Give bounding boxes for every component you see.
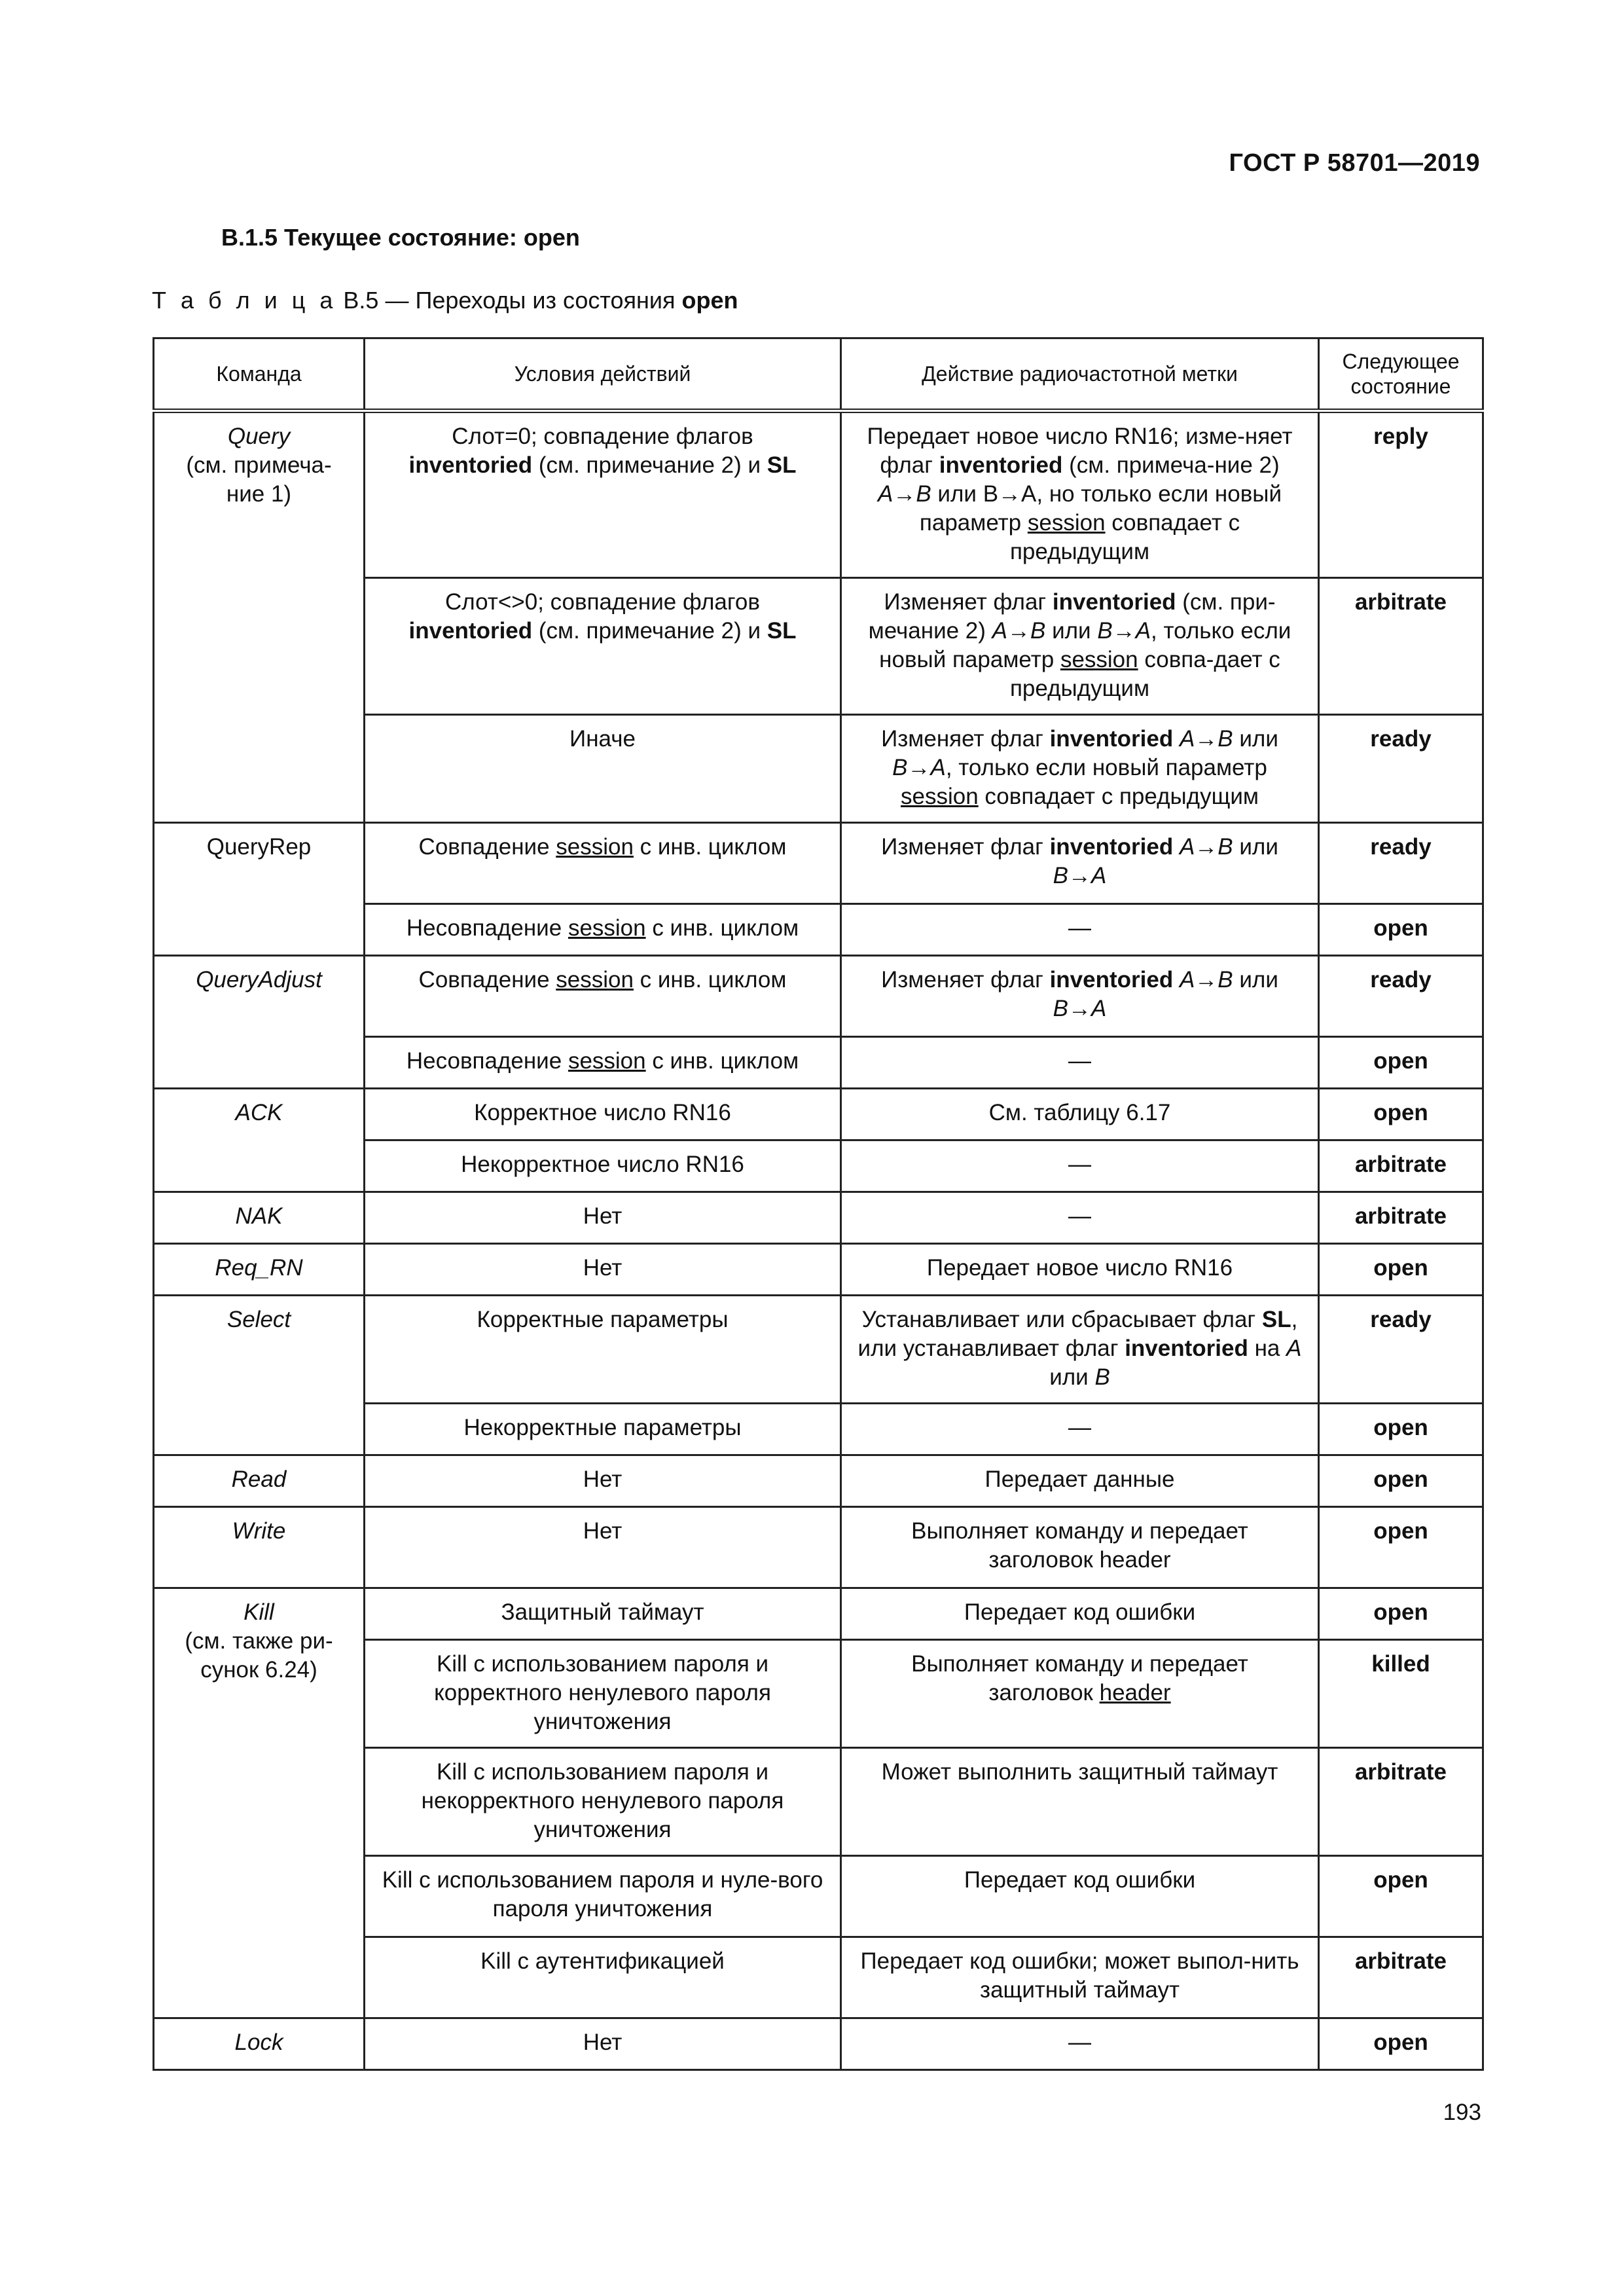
condition-cell: Несовпадение session с инв. циклом (365, 1037, 841, 1089)
col-header-conditions: Условия действий (365, 338, 841, 411)
table-row (154, 2018, 1483, 2070)
action-cell: Передает код ошибки; может выпол-нить защитный таймаут (841, 1937, 1319, 2018)
state-cell: killed (1319, 1640, 1483, 1748)
condition-cell: Kill с использованием пароля и некорректного ненулевого пароля уничтожения (365, 1748, 841, 1856)
cmd-kill (154, 1588, 365, 2018)
condition-cell: Корректное число RN16 (365, 1089, 841, 1140)
table-row (154, 411, 1483, 578)
table-header-row (154, 338, 1483, 411)
action-cell: — (841, 1192, 1319, 1244)
condition-cell: Слот=0; совпадение флагов inventoried (см. примечание 2) и SL (365, 411, 841, 578)
cmd-write: Write (154, 1507, 365, 1588)
condition-cell: Kill с аутентификацией (365, 1937, 841, 2018)
action-cell: См. таблицу 6.17 (841, 1089, 1319, 1140)
col-header-command: Команда (154, 338, 365, 411)
cmd-queryrep: QueryRep (154, 823, 365, 956)
cmd-nak: NAK (154, 1192, 365, 1244)
state-cell: ready (1319, 823, 1483, 904)
cmd-kill-name: Kill (244, 1599, 274, 1625)
state-cell: arbitrate (1319, 578, 1483, 715)
action-cell: Передает новое число RN16 (841, 1244, 1319, 1296)
state-cell: open (1319, 1856, 1483, 1937)
condition-cell: Нет (365, 1244, 841, 1296)
condition-cell: Нет (365, 1192, 841, 1244)
cmd-queryadjust: QueryAdjust (154, 956, 365, 1089)
col-header-action: Действие радиочастотной метки (841, 338, 1319, 411)
condition-cell: Некорректное число RN16 (365, 1140, 841, 1192)
action-cell: — (841, 1037, 1319, 1089)
action-cell: Выполняет команду и передает заголовок header (841, 1640, 1319, 1748)
cmd-kill-note: (см. также ри-сунок 6.24) (185, 1628, 333, 1683)
transitions-table (153, 337, 1484, 2071)
action-cell: Выполняет команду и передает заголовок header (841, 1507, 1319, 1588)
caption-prefix: Т а б л и ц а (152, 287, 337, 314)
page-number: 193 (1443, 2100, 1481, 2125)
cmd-ack: ACK (154, 1089, 365, 1192)
action-cell: — (841, 1404, 1319, 1455)
action-cell: Передает код ошибки (841, 1856, 1319, 1937)
condition-cell: Kill с использованием пароля и корректного ненулевого пароля уничтожения (365, 1640, 841, 1748)
state-cell: open (1319, 1244, 1483, 1296)
action-cell: Изменяет флаг inventoried A→B или B→A, только если новый параметр session совпадает с предыдущим (841, 715, 1319, 823)
condition-cell: Kill с использованием пароля и нуле-вого пароля уничтожения (365, 1856, 841, 1937)
condition-cell: Некорректные параметры (365, 1404, 841, 1455)
state-cell: open (1319, 1089, 1483, 1140)
state-cell: reply (1319, 411, 1483, 578)
state-cell: ready (1319, 715, 1483, 823)
cmd-lock: Lock (154, 2018, 365, 2070)
caption-number: В.5 (343, 287, 379, 314)
state-cell: arbitrate (1319, 1192, 1483, 1244)
cmd-query-name: Query (227, 424, 291, 449)
action-cell: Передает новое число RN16; изме-няет флаг inventoried (см. примеча-ние 2) A→B или B→A, но только если новый параметр session совпадает с предыдущим (841, 411, 1319, 578)
cmd-select: Select (154, 1296, 365, 1455)
action-cell: — (841, 2018, 1319, 2070)
col-header-next-state: Следующее состояние (1319, 338, 1483, 411)
condition-cell: Слот<>0; совпадение флагов inventoried (см. примечание 2) и SL (365, 578, 841, 715)
action-cell: Изменяет флаг inventoried (см. при-мечание 2) A→B или B→A, только если новый параметр session совпа-дает с предыдущим (841, 578, 1319, 715)
table-row (154, 1244, 1483, 1296)
action-cell: Передает код ошибки (841, 1588, 1319, 1640)
condition-cell: Совпадение session с инв. циклом (365, 956, 841, 1037)
action-cell: — (841, 904, 1319, 956)
state-cell: ready (1319, 1296, 1483, 1404)
condition-cell: Нет (365, 1507, 841, 1588)
action-cell: — (841, 1140, 1319, 1192)
state-cell: ready (1319, 956, 1483, 1037)
state-cell: open (1319, 1455, 1483, 1507)
table-row (154, 1507, 1483, 1588)
caption-text: — Переходы из состояния (378, 287, 682, 314)
action-cell: Изменяет флаг inventoried A→B или B→A (841, 956, 1319, 1037)
state-cell: arbitrate (1319, 1140, 1483, 1192)
table-row (154, 1089, 1483, 1140)
action-cell: Может выполнить защитный таймаут (841, 1748, 1319, 1856)
state-cell: arbitrate (1319, 1937, 1483, 2018)
document-id: ГОСТ Р 58701—2019 (1229, 149, 1480, 177)
action-cell: Устанавливает или сбрасывает флаг SL, или устанавливает флаг inventoried на A или B (841, 1296, 1319, 1404)
cmd-query-note: (см. примеча-ние 1) (186, 452, 332, 507)
condition-cell: Защитный таймаут (365, 1588, 841, 1640)
table-row (154, 956, 1483, 1037)
action-cell: Изменяет флаг inventoried A→B или B→A (841, 823, 1319, 904)
table-row (154, 1455, 1483, 1507)
cmd-reqrn: Req_RN (154, 1244, 365, 1296)
state-cell: open (1319, 904, 1483, 956)
condition-cell: Иначе (365, 715, 841, 823)
state-cell: arbitrate (1319, 1748, 1483, 1856)
table-row (154, 1588, 1483, 1640)
table-row (154, 823, 1483, 904)
action-cell: Передает данные (841, 1455, 1319, 1507)
condition-cell: Корректные параметры (365, 1296, 841, 1404)
state-cell: open (1319, 1404, 1483, 1455)
cmd-query (154, 411, 365, 823)
table-caption (152, 287, 738, 314)
state-cell: open (1319, 1507, 1483, 1588)
condition-cell: Нет (365, 1455, 841, 1507)
condition-cell: Совпадение session с инв. циклом (365, 823, 841, 904)
condition-cell: Нет (365, 2018, 841, 2070)
condition-cell: Несовпадение session с инв. циклом (365, 904, 841, 956)
state-cell: open (1319, 2018, 1483, 2070)
table-row (154, 1296, 1483, 1404)
section-title: В.1.5 Текущее состояние: open (221, 224, 580, 251)
caption-state: open (681, 287, 738, 314)
table-row (154, 1192, 1483, 1244)
state-cell: open (1319, 1037, 1483, 1089)
state-cell: open (1319, 1588, 1483, 1640)
cmd-read: Read (154, 1455, 365, 1507)
